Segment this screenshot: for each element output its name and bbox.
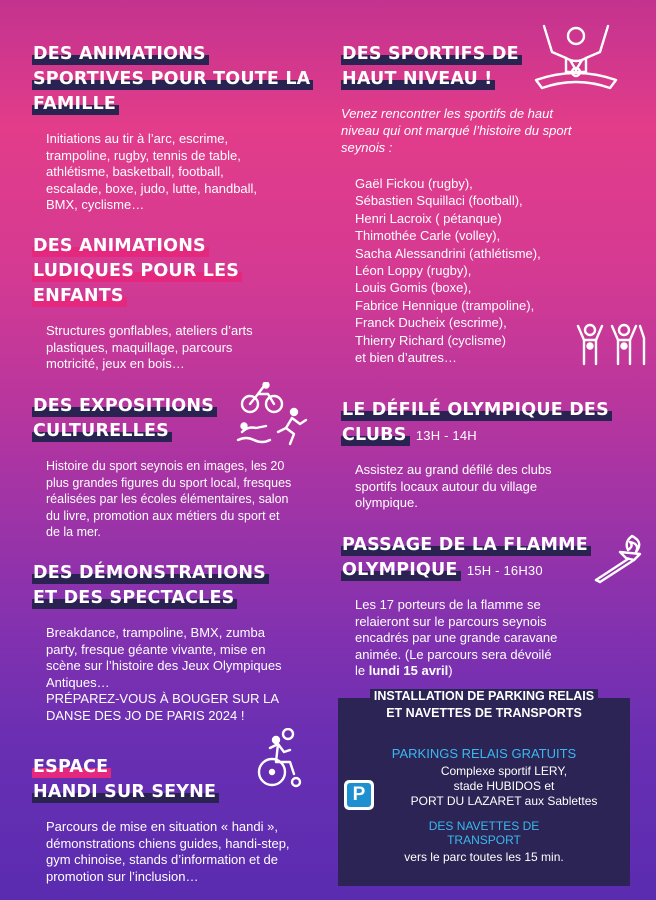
- list-item: Henri Lacroix ( pétanque): [355, 210, 502, 226]
- parking-title: PARKINGS RELAIS GRATUITS: [391, 746, 577, 761]
- medal-winner-icon: [530, 22, 622, 92]
- section-title: DES SPORTIFS DE HAUT NIVEAU !: [341, 42, 641, 92]
- section-intro: Venez rencontrer les sportifs de haut niveau qui ont marqué l’histoire du sport seynois :: [341, 106, 572, 155]
- section-text: Structures gonflables, ateliers d’arts plastiques, maquillage, parcours motricité, jeux en bois…: [46, 323, 253, 371]
- parking-sign-icon: P: [344, 780, 374, 810]
- list-item: Gaël Fickou (rugby),: [355, 176, 473, 191]
- event-time: 13H - 14H: [415, 428, 477, 443]
- section-text: Breakdance, trampoline, BMX, zumba party, fresque géante vivante, mise en scène sur l’histoire des Jeux Olympiques Antiques… PRÉPAREZ-VOUS À BOUGER SUR LA DANSE DES JO DE PARIS 2024 !: [46, 625, 282, 723]
- list-item: Franck Ducheix (escrime),: [355, 315, 507, 331]
- list-item: Sébastien Squillaci (football),: [355, 193, 523, 209]
- podium-athletes-icon: [574, 322, 648, 370]
- section-demonstrations: [32, 561, 332, 724]
- list-item: Louis Gomis (boxe),: [355, 280, 472, 296]
- triathlon-icon: [236, 382, 316, 452]
- parking-list: Complexe sportif LERY, stade HUBIDOS et PORT DU LAZARET aux Sablettes: [410, 764, 598, 808]
- section-title: DES ANIMATIONS LUDIQUES POUR LES ENFANTS: [32, 234, 332, 309]
- section-title: DES EXPOSITIONS CULTURELLES: [32, 394, 332, 444]
- list-item: Fabrice Hennique (trampoline),: [355, 297, 535, 313]
- section-title: DES ANIMATIONS SPORTIVES POUR TOUTE LA FAMILLE: [32, 42, 332, 117]
- shuttle-text: vers le parc toutes les 15 min.: [404, 850, 564, 864]
- section-text: Parcours de mise en situation « handi », démonstrations chiens guides, handi-step, gym chinoise, stands d’information et de promotion sur l’inclusion…: [46, 819, 290, 884]
- parking-transport-box: [338, 689, 630, 886]
- olympic-torch-icon: [590, 532, 650, 584]
- wheelchair-ball-icon: [250, 728, 310, 790]
- section-text: Initiations au tir à l’arc, escrime, trampoline, rugby, tennis de table, athlétisme, basketball, football, escalade, boxe, judo, lutte, handball, BMX, cyclisme…: [46, 131, 258, 212]
- list-item: Sacha Alessandrini (athlétisme),: [355, 245, 541, 261]
- list-item: Léon Loppy (rugby),: [355, 263, 472, 279]
- list-item: et bien d’autres…: [355, 350, 457, 366]
- section-title: ESPACE HANDI SUR SEYNE: [32, 755, 332, 805]
- section-title: PASSAGE DE LA FLAMME OLYMPIQUE 15H - 16H30: [341, 533, 641, 583]
- parking-box-heading: INSTALLATION DE PARKING RELAIS ET NAVETTES DE TRANSPORTS: [354, 688, 614, 722]
- section-text: Assistez au grand défilé des clubs sportifs locaux autour du village olympique.: [355, 462, 552, 510]
- section-title: LE DÉFILÉ OLYMPIQUE DES CLUBS 13H - 14H: [341, 398, 641, 448]
- event-time: 15H - 16H30: [466, 563, 543, 578]
- shuttle-title: DES NAVETTES DE TRANSPORT: [428, 819, 540, 847]
- list-item: Thimothée Carle (volley),: [355, 228, 501, 244]
- section-text: Histoire du sport seynois en images, les 20 plus grandes figures du sport local, fresques réalisées par les écoles élémentaires, salon du livre, promotion aux métiers du sport et de la mer.: [46, 459, 292, 539]
- section-defile-olympique: [341, 398, 641, 512]
- section-text: Les 17 porteurs de la flamme se relaieront sur le parcours seynois encadrés par une grande caravane animée. (Le parcours sera dévoilé le lundi 15 avril): [355, 597, 558, 678]
- list-item: Thierry Richard (cyclisme): [355, 332, 506, 348]
- section-animations-ludiques: [32, 234, 332, 373]
- section-title: DES DÉMONSTRATIONS ET DES SPECTACLES: [32, 561, 332, 611]
- section-animations-sportives: [32, 42, 332, 214]
